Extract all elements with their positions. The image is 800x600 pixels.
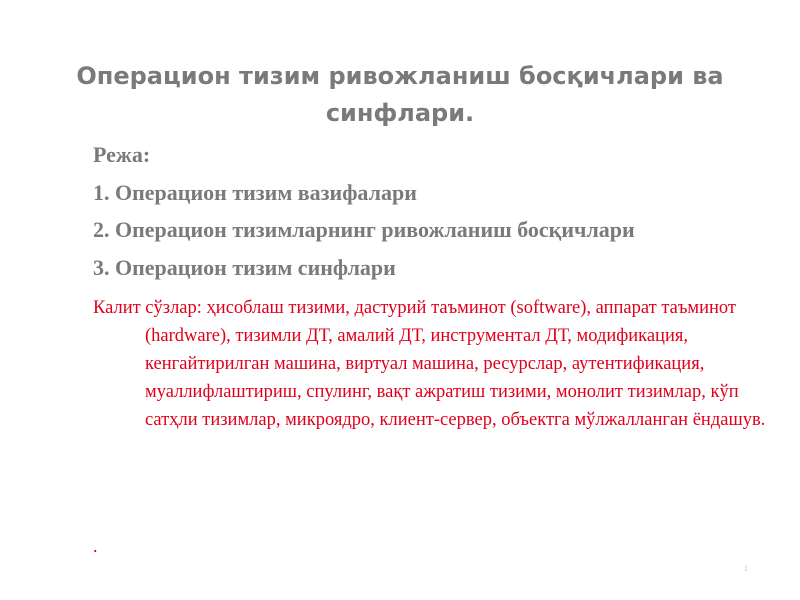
keywords-paragraph: Калит сўзлар: ҳисоблаш тизими, дастурий таъминот (software), аппарат таъминот (hardware), тизимли ДТ, амалий ДТ, инструментал ДТ, модификация, кенгайтирилган машина, виртуал машина, ресурслар, аутентификация, муаллифлаштириш, спулинг, вақт ажратиш тизими, монолит тизимлар, кўп сатҳли тизимлар, микроядро, клиент-сервер, объектга мўлжалланган ёндашув.	[93, 298, 766, 430]
page-number: 1	[744, 566, 748, 573]
plan-item: 3. Операцион тизим синфлари	[93, 254, 396, 280]
plan-item: 1. Операцион тизим вазифалари	[93, 179, 417, 205]
plan-item: 2. Операцион тизимларнинг ривожланиш босқичлари	[93, 217, 635, 242]
slide-content	[93, 136, 773, 434]
slide-title: Операцион тизим ривожланиш босқичлари ва синфлари.	[76, 62, 724, 127]
empty-bullet-dot: .	[93, 536, 98, 556]
plan-heading: Режа:	[93, 142, 151, 167]
